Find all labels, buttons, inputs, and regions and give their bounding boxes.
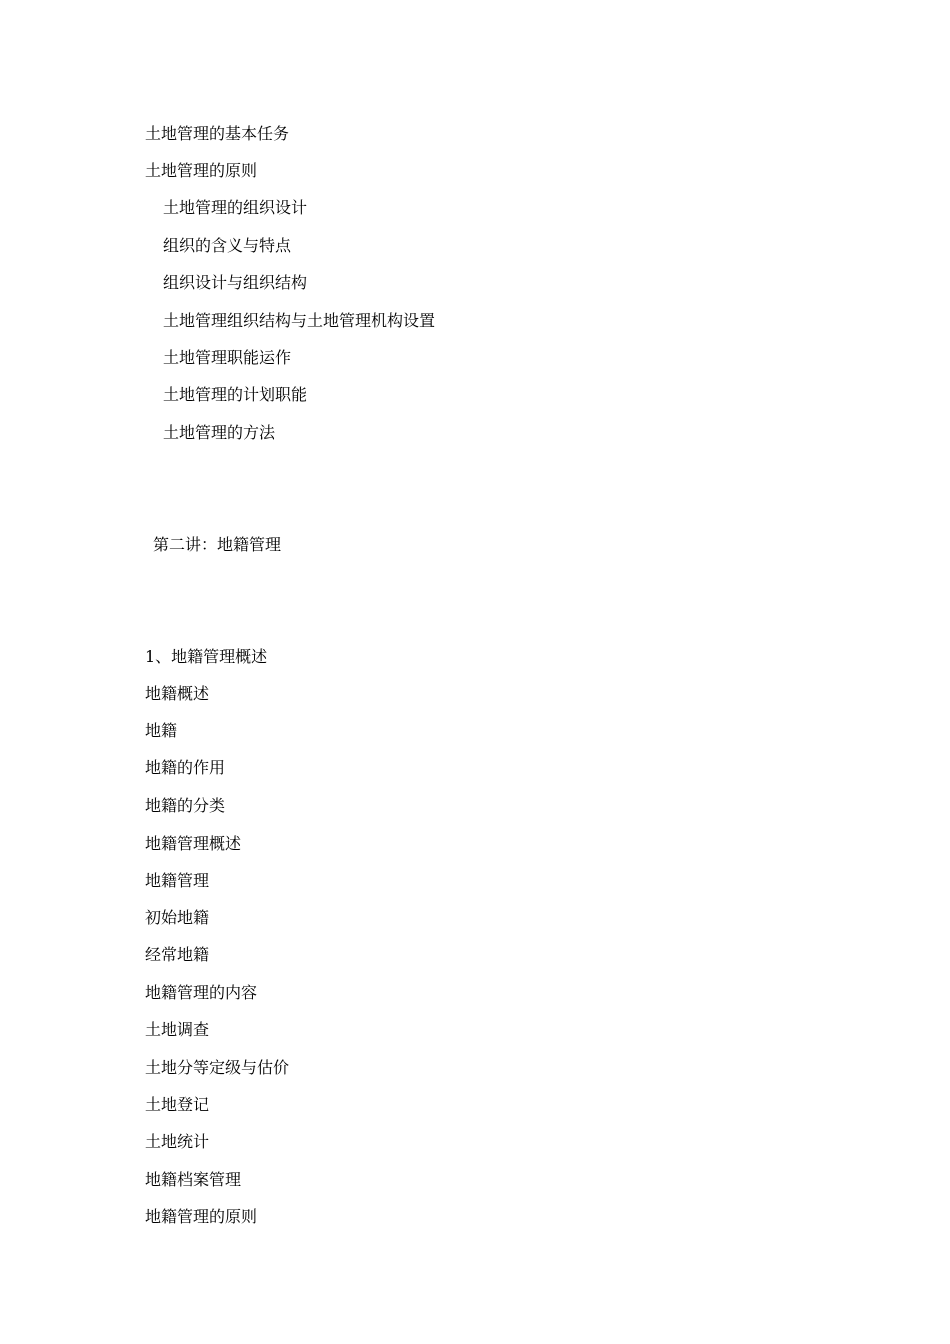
outline-item: 土地统计 <box>145 1132 210 1151</box>
outline-item: 地籍管理的内容 <box>145 983 258 1002</box>
outline-item: 地籍的作用 <box>145 758 226 777</box>
outline-item: 土地分等定级与估价 <box>145 1058 290 1077</box>
outline-sub-item: 土地管理职能运作 <box>163 348 292 367</box>
outline-sub-item: 组织设计与组织结构 <box>163 273 308 292</box>
outline-item: 土地登记 <box>145 1095 210 1114</box>
outline-sub-item: 组织的含义与特点 <box>163 236 292 255</box>
outline-item: 1、地籍管理概述 <box>145 647 268 666</box>
outline-item: 地籍概述 <box>145 684 210 703</box>
outline-item: 地籍管理概述 <box>145 834 242 853</box>
outline-item: 初始地籍 <box>145 908 210 927</box>
outline-item: 土地管理的原则 <box>145 161 258 180</box>
outline-item: 地籍档案管理 <box>145 1170 242 1189</box>
outline-item: 土地管理的基本任务 <box>145 124 290 143</box>
outline-item: 地籍的分类 <box>145 796 226 815</box>
outline-sub-item: 土地管理的组织设计 <box>163 198 308 217</box>
outline-sub-item: 土地管理组织结构与土地管理机构设置 <box>163 311 436 330</box>
outline-item: 地籍 <box>145 721 178 740</box>
outline-sub-item: 土地管理的计划职能 <box>163 385 308 404</box>
outline-item: 地籍管理 <box>145 871 210 890</box>
outline-sub-item: 土地管理的方法 <box>163 423 276 442</box>
outline-item: 经常地籍 <box>145 945 210 964</box>
outline-item: 土地调查 <box>145 1020 210 1039</box>
lecture-heading: 第二讲：地籍管理 <box>153 535 282 554</box>
outline-item: 地籍管理的原则 <box>145 1207 258 1226</box>
